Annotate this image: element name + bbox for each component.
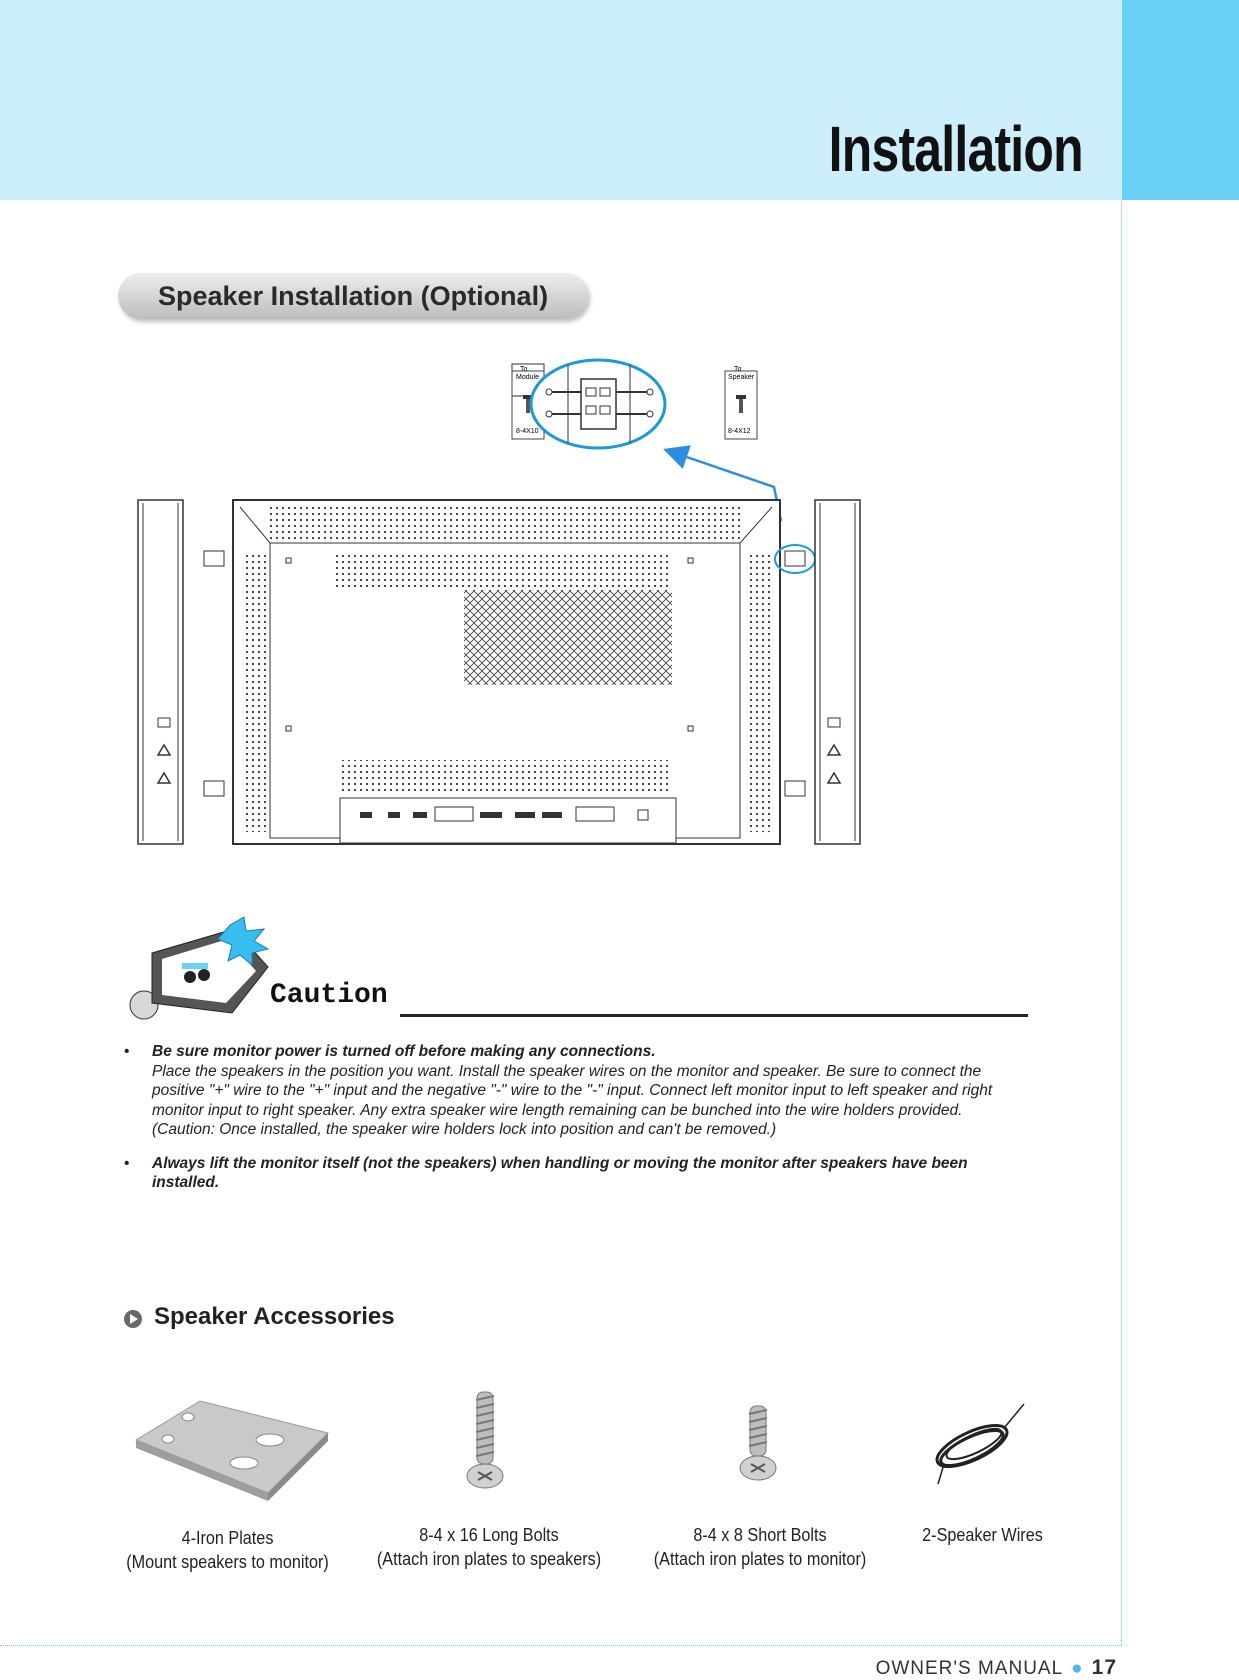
caution-item (124, 1042, 1029, 1140)
accessory-caption (913, 1523, 1053, 1547)
chapter-tab (1122, 0, 1239, 200)
caution-list (124, 1042, 1029, 1207)
left-speaker (138, 500, 183, 844)
caution-body: Place the speakers in the position you want. Install the speaker wires on the monitor and speaker. Be sure to connect the positive "+" wire to the "+" input and the negative "-" wire to the "-" input. Connect left monitor input to left speaker and right monitor input to right speaker. Any extra speaker wire length remaining can be bunched into the wire holders provided. (152, 1062, 993, 1119)
caution-lead: Always lift the monitor itself (not the speakers) when handling or moving the monitor after speakers have been installed. (152, 1154, 968, 1191)
to-speaker-callout (725, 366, 757, 439)
speaker-label-line1: To (734, 366, 742, 373)
caution-rule (400, 1014, 1028, 1017)
monitor-rear (233, 500, 780, 844)
caution-item (124, 1154, 1029, 1193)
accessory-name: 4-Iron Plates (181, 1528, 274, 1548)
accessory-purpose: (Mount speakers to monitor) (126, 1552, 329, 1572)
module-label-line1: To (520, 366, 528, 373)
page-number: 17 (1091, 1656, 1117, 1679)
accessory-name: 2-Speaker Wires (922, 1525, 1043, 1545)
bullet-icon: • (124, 1154, 130, 1172)
accessory-caption (122, 1526, 334, 1574)
page-border-vertical (1121, 200, 1122, 1645)
speaker-label-line2: Speaker (728, 374, 755, 381)
module-screw-size: 8-4X10 (516, 428, 539, 435)
manual-label: OWNER'S MANUAL (875, 1658, 1064, 1679)
long-bolt-image (465, 1390, 505, 1490)
left-brackets (204, 551, 224, 796)
caution-title: Caution (270, 980, 388, 1011)
accessory-purpose: (Attach iron plates to speakers) (376, 1549, 602, 1569)
right-speaker (815, 500, 860, 844)
caution-illustration (122, 915, 272, 1025)
accessory-caption (373, 1523, 605, 1571)
caution-note: (Caution: Once installed, the speaker wire holders lock into position and can't be removed.) (152, 1121, 777, 1138)
accessory-name: 8-4 x 16 Long Bolts (419, 1525, 559, 1545)
module-label-line2: Module (516, 374, 539, 381)
accessory-caption (652, 1523, 868, 1571)
page-footer (876, 1656, 1117, 1680)
footer-dot-icon: ● (1071, 1658, 1084, 1679)
accessory-name: 8-4 x 8 Short Bolts (693, 1525, 827, 1545)
play-arrow-icon (123, 1309, 143, 1329)
caution-lead: Be sure monitor power is turned off before making any connections. (152, 1043, 656, 1060)
accessory-purpose: (Attach iron plates to monitor) (653, 1549, 867, 1569)
page-border-horizontal (0, 1645, 1122, 1646)
speaker-screw-size: 8-4X12 (728, 428, 751, 435)
section-title: Speaker Installation (Optional) (158, 281, 549, 311)
accessories-title: Speaker Accessories (154, 1303, 395, 1330)
iron-plate-image (132, 1395, 332, 1505)
short-bolt-image (738, 1404, 778, 1484)
bullet-icon: • (124, 1043, 130, 1060)
magnified-bracket (531, 360, 665, 448)
installation-diagram (130, 355, 890, 855)
speaker-wire-image (932, 1400, 1027, 1490)
page-title: Installation (828, 113, 1083, 185)
